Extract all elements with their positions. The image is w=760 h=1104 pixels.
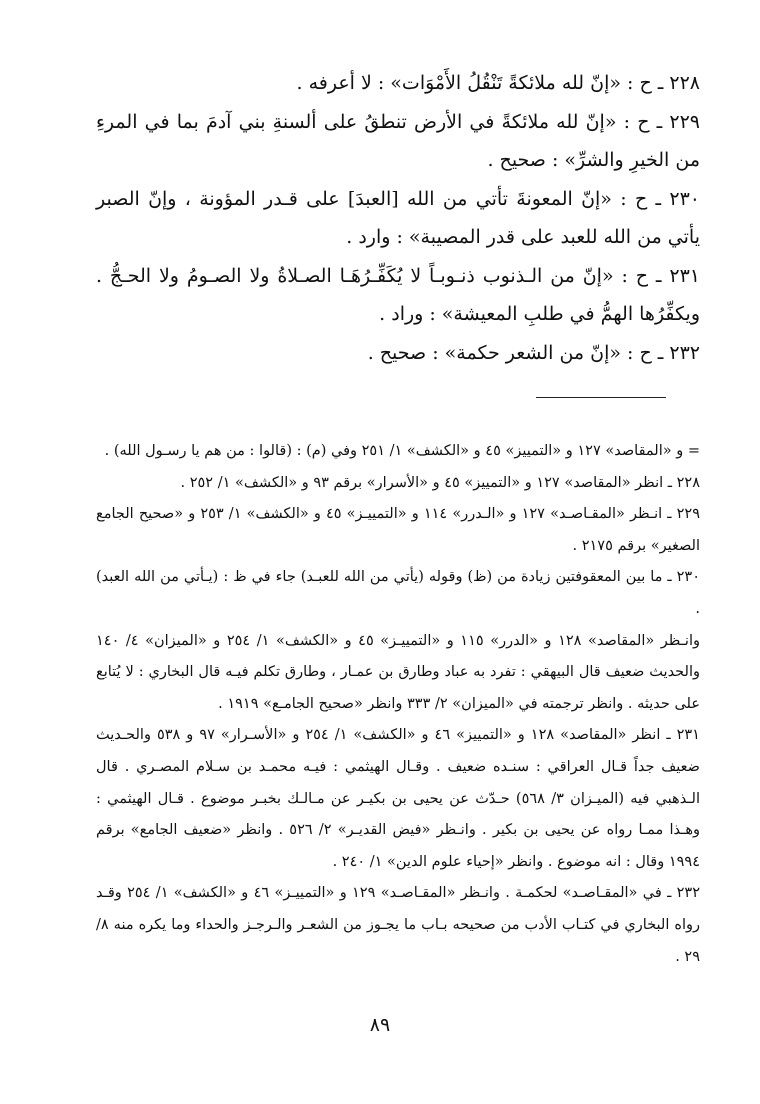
footnote-232: ٢٣٢ ـ في «المقـاصـد» لحكمـة . وانـظر «المقـاصـد» ١٢٩ و «التمييـز» ٤٦ و «الكشف» ١/ ٢٥٤ وقـد رواه البخاري في كتـاب الأدب من صحيحه بـاب ما يجـوز من الشعـر والـرجـز والحداء وما يكره منه ٨/ ٢٩ . xyxy=(96,885,700,965)
footnote-continuation: = و «المقاصد» ١٢٧ و «التمييز» ٤٥ و «الكشف» ١/ ٢٥١ وفي (م) : (قالوا : من هم يا رسـول الله) . xyxy=(104,443,700,459)
footnote-230-continued: وانـظر «المقاصد» ١٢٨ و «الدرر» ١١٥ و «التمييـز» ٤٥ و «الكشف» ١/ ٢٥٤ و «الميزان» ٤/ ١٤٠ والحديث ضعيف قال البيهقي : تفرد به عباد وطارق بن عمـار ، وطارق تكلم فيـه قال البخاري : لا يُتابع على حديثه . وانظر ترجمته في «الميزان» ٢/ ٣٣٣ وانظر «صحيح الجامـع» ١٩١٩ . xyxy=(96,632,700,712)
hadith-entry-232: ٢٣٢ ـ ح : «إنّ من الشعر حكمة» : صحيح . xyxy=(367,341,700,364)
footnotes xyxy=(96,436,700,973)
footnote-231: ٢٣١ ـ انظر «المقاصد» ١٢٨ و «التمييز» ٤٦ و «الكشف» ١/ ٢٥٤ و «الأسـرار» ٩٧ و ٥٣٨ والحـديث ضعيف جداً قـال العراقي : سنـده ضعيف . وقـال الهيثمي : فيـه محمـد بن سـلام المصـري . قال الـذهبي فيه (الميـزان ٣/ ٥٦٨) حـدّث عن يحيى بن بكيـر عن مـالـك بخبـر موضوع . قـال الهيثمي : وهـذا ممـا رواه عن يحيى بن بكير . وانـظر «فيض القديـر» ٢/ ٥٢٦ . وانظر «ضعيف الجامع» برقم ١٩٩٤ وقال : انه موضوع . وانظر «إحياء علوم الدين» ١/ ٢٤٠ . xyxy=(96,727,700,870)
footnote-229: ٢٢٩ ـ انـظر «المقـاصـد» ١٢٧ و «الـدرر» ١١٤ و «التمييـز» ٤٥ و «الكشف» ١/ ٢٥٣ و «صحيح الجامع الصغير» برقم ٢١٧٥ . xyxy=(96,506,700,554)
page-number: ٨٩ xyxy=(369,1014,391,1036)
footnote-230: ٢٣٠ ـ ما بين المعقوفتين زيادة من (ظ) وقوله (يأتي من الله للعبـد) جاء في ظ : (يـأتي من الله العبد) . xyxy=(96,569,700,617)
hadith-entry-231: ٢٣١ ـ ح : «إنّ من الـذنوب ذنـوبـاً لا يُكَفِّـرُهَـا الصـلاةُ ولا الصـومُ ولا الحـجُّ . ويكفِّرُها الهمُّ في طلبِ المعيشة» : وراد . xyxy=(96,264,700,325)
hadith-entry-229: ٢٢٩ ـ ح : «إنّ لله ملائكةً في الأرض تنطقُ على ألسنةِ بني آدمَ بما في المرءِ من الخيرِ والشرِّ» : صحيح . xyxy=(96,110,700,171)
hadith-entry-230: ٢٣٠ ـ ح : «إنّ المعونةَ تأتي من الله [العبدَ] على قـدر المؤونة ، وإنّ الصبر يأتي من الله للعبد على قدر المصيبة» : وارد . xyxy=(96,187,701,248)
footnote-228: ٢٢٨ ـ انظر «المقاصد» ١٢٧ و «التمييز» ٤٥ و «الأسرار» برقم ٩٣ و «الكشف» ١/ ٢٥٢ . xyxy=(180,474,700,491)
hadith-entries xyxy=(96,64,700,372)
footnote-separator xyxy=(536,397,666,398)
hadith-entry-228: ٢٢٨ ـ ح : «إنّ لله ملائكةً تَنْقُلُ الأَمْوَات» : لا أعرفه . xyxy=(296,72,700,94)
